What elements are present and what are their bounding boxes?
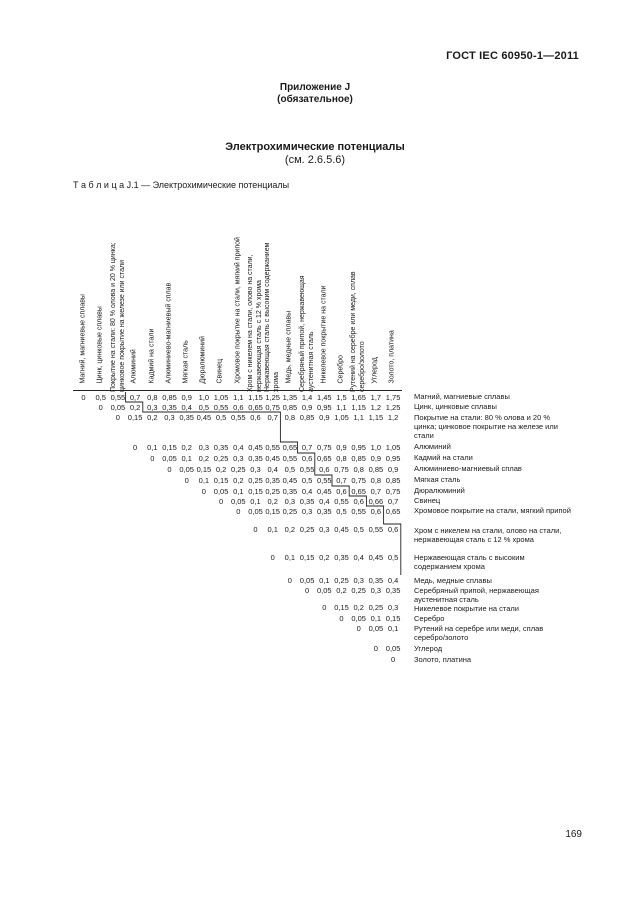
table-cell: 0,3 — [198, 443, 210, 452]
column-header-line: цинковое покрытие на железе или стали — [118, 259, 125, 392]
table-cell: 1,15 — [248, 393, 263, 402]
table-cell: 0,4 — [319, 497, 330, 506]
table-cell: 0,45 — [334, 525, 349, 534]
table-cell: 0,6 — [233, 403, 244, 412]
table-cell: 0,5 — [215, 413, 227, 422]
row-label: Свинец — [414, 496, 441, 505]
table-cell: 0,55 — [282, 454, 298, 463]
table-cell: 0,4 — [301, 487, 313, 496]
table-cell: 1,25 — [265, 393, 280, 402]
table-cell: 0,95 — [316, 403, 332, 412]
table-cell: 0,9 — [336, 443, 347, 452]
table-cell: 0,5 — [198, 403, 210, 412]
table-cell: 0,6 — [387, 525, 399, 534]
column-header-line: Дюралюминий — [199, 335, 207, 383]
table-cell: 0,45 — [265, 454, 280, 463]
column-header-line: Серебро — [337, 354, 345, 383]
boundary-path — [126, 392, 401, 575]
table-cell: 0,35 — [299, 497, 315, 506]
column-header-line: Покрытие на стали: 80 % олова и 20 % цинка; — [109, 241, 117, 392]
table-cell: 0,1 — [319, 576, 330, 585]
column-header-line: Алюминиево-магниевый сплав — [165, 282, 173, 383]
table-cell: 0,8 — [147, 393, 158, 402]
table-cell: 0,5 — [353, 525, 364, 534]
table-cell: 0,8 — [336, 454, 347, 463]
table-cell: 1,25 — [385, 403, 401, 412]
table-cell: 0,05 — [248, 507, 263, 516]
table-cell: 1,1 — [353, 413, 364, 422]
table-cell: 0,1 — [387, 624, 399, 633]
table-cell: 0,65 — [248, 403, 263, 412]
table-cell: 0,3 — [319, 525, 330, 534]
table-cell: 0,85 — [368, 465, 384, 474]
table-cell: 0,25 — [368, 603, 384, 612]
table-cell: 0,8 — [284, 413, 296, 422]
table-cell: 1,2 — [387, 413, 399, 422]
table-cell: 0,5 — [284, 465, 296, 474]
row-label: Серебро — [414, 614, 445, 623]
row-label: Рутений на серебре или меди, сплав серебро/золото — [414, 624, 544, 642]
table-caption: Т а б л и ц а J.1 — Электрохимические потенциалы — [73, 180, 290, 190]
table-cell: 0,3 — [250, 465, 261, 474]
table-cell: 0,2 — [336, 586, 347, 595]
table-cell: 0,4 — [353, 553, 364, 562]
table-cell: 0,3 — [353, 576, 364, 585]
table-cell: 0,45 — [248, 443, 263, 452]
table-cell: 0,25 — [299, 525, 315, 534]
table-cell: 0,6 — [353, 497, 364, 506]
annex-status: (обязательное) — [277, 94, 353, 105]
table-cell: 0 — [391, 655, 396, 664]
table-cell: 0 — [287, 576, 292, 585]
table-cell: 1,0 — [370, 443, 382, 452]
column-header-line: Мягкая сталь — [182, 339, 190, 383]
column-header-line: Серебряный припой, нержавеющая — [298, 274, 306, 392]
table-cell: 0 — [167, 465, 172, 474]
table-cell: 0,55 — [110, 393, 126, 402]
table-cell: 1,05 — [385, 443, 401, 452]
table-cell: 0,05 — [162, 454, 177, 463]
standard-header: ГОСТ IEC 60950-1—2011 — [446, 50, 579, 62]
table-cell: 0,75 — [351, 476, 366, 485]
table-cell: 0,35 — [334, 553, 349, 562]
table-cell: 0,25 — [334, 576, 349, 585]
table-cell: 0,05 — [179, 465, 194, 474]
column-header-line: Нержавеющая сталь с высоким содержанием — [264, 242, 272, 392]
table-cell: 0,45 — [316, 487, 332, 496]
table-cell: 1,15 — [351, 403, 366, 412]
table-cell: 0,1 — [267, 525, 278, 534]
table-cell: 0 — [253, 525, 258, 534]
table-cell: 0,05 — [351, 614, 366, 623]
table-cell: 0,4 — [181, 403, 192, 412]
table-cell: 0,1 — [181, 454, 192, 463]
table-cell: 0,2 — [319, 553, 330, 562]
table-cell: 0,15 — [127, 413, 143, 422]
table-cell: 0,35 — [385, 586, 401, 595]
section-title: Электрохимические потенциалы — [225, 141, 405, 153]
table-cell: 1,75 — [385, 393, 401, 402]
table-cell: 0,1 — [250, 497, 261, 506]
table-cell: 0 — [339, 614, 344, 623]
table-cell: 0,3 — [370, 586, 382, 595]
table-cell: 0,2 — [147, 413, 158, 422]
table-cell: 0,35 — [282, 487, 298, 496]
table-cell: 1,1 — [233, 393, 244, 402]
row-label: Кадмий на стали — [414, 453, 473, 462]
table-cell: 0,3 — [233, 454, 244, 463]
table-cell: 0,95 — [385, 454, 401, 463]
table-cell: 0,1 — [147, 443, 158, 452]
table-cell: 0,5 — [336, 507, 347, 516]
table-cell: 0 — [133, 443, 138, 452]
table-cell: 0,9 — [370, 454, 382, 463]
table-cell: 0,75 — [334, 465, 349, 474]
row-label: Никелевое покрытие на стали — [414, 604, 519, 613]
table-cell: 0,6 — [250, 413, 261, 422]
table-cell: 0,15 — [213, 476, 229, 485]
table-cell: 0,15 — [334, 603, 349, 612]
table-cell: 0,3 — [284, 497, 296, 506]
table-cell: 0,1 — [233, 487, 244, 496]
table-cell: 1,1 — [336, 403, 347, 412]
table-cell: 0,3 — [164, 413, 175, 422]
column-header-line: Медь, медные сплавы — [285, 310, 293, 383]
table-cell: 0,2 — [129, 403, 141, 412]
table-cell: 1,65 — [351, 393, 366, 402]
table-cell: 0,3 — [147, 403, 158, 412]
table-cell: 0,05 — [385, 644, 401, 653]
table-cell: 0,35 — [213, 443, 229, 452]
table-cell: 0 — [201, 487, 206, 496]
table-cell: 0,85 — [385, 476, 401, 485]
table-cell: 0,35 — [179, 413, 194, 422]
table-cell: 1,2 — [370, 403, 382, 412]
table-cell: 1,7 — [370, 393, 382, 402]
section-reference: (см. 2.6.5.6) — [284, 154, 346, 166]
table-cell: 0,15 — [265, 507, 280, 516]
table-cell: 1,35 — [282, 393, 298, 402]
row-label: Хромовое покрытие на стали, мягкий припой — [414, 506, 571, 515]
table-cell: 0,2 — [181, 443, 192, 452]
table-cell: 0,5 — [301, 476, 313, 485]
column-header-line: Кадмий на стали — [148, 328, 156, 383]
table-cell: 0,65 — [385, 507, 401, 516]
table-cell: 0,8 — [370, 476, 382, 485]
table-cell: 0,35 — [368, 576, 384, 585]
table-cell: 0,55 — [230, 413, 246, 422]
column-header-line: Алюминий — [130, 348, 138, 383]
table-cell: 0,55 — [213, 403, 229, 412]
table-cell: 0,7 — [336, 476, 347, 485]
table-cell: 0,1 — [198, 476, 210, 485]
table-cell: 0,2 — [215, 465, 227, 474]
table-cell: 0,95 — [351, 443, 366, 452]
table-cell: 0 — [322, 603, 327, 612]
table-cell: 0,15 — [248, 487, 263, 496]
table-cell: 0,2 — [267, 497, 278, 506]
table-cell: 0,45 — [282, 476, 298, 485]
column-header-line: Углерод — [371, 356, 379, 383]
column-header-line: Свинец — [216, 358, 224, 383]
table-cell: 0,9 — [319, 413, 330, 422]
table-cell: 0,45 — [196, 413, 212, 422]
table-cell: 0 — [115, 413, 120, 422]
table-cell: 0,05 — [213, 487, 229, 496]
table-cell: 0,15 — [196, 465, 212, 474]
table-cell: 0,45 — [368, 553, 384, 562]
table-cell: 0,05 — [368, 624, 384, 633]
row-label: Золото, платина — [414, 655, 472, 664]
table-cell: 0,6 — [319, 465, 330, 474]
table-cell: 1,5 — [336, 393, 347, 402]
table-cell: 0,5 — [95, 393, 106, 402]
table-cell: 0,05 — [230, 497, 246, 506]
table-cell: 0 — [184, 476, 189, 485]
row-label: Дюралюминий — [414, 486, 465, 495]
table-cell: 0,9 — [301, 403, 313, 412]
column-header-line: нержавеющая сталь с 12 % хрома — [255, 279, 263, 392]
table-cell: 0 — [373, 644, 378, 653]
table-cell: 0 — [356, 624, 361, 633]
table-cell: 0,6 — [336, 487, 347, 496]
row-label: Мягкая сталь — [414, 475, 461, 484]
table-cell: 1,4 — [301, 393, 313, 402]
table-cell: 0 — [150, 454, 155, 463]
table-cell: 0 — [98, 403, 103, 412]
column-header-line: Рутений на серебре или меди, сплав — [350, 270, 358, 392]
table-cell: 0,25 — [248, 476, 263, 485]
column-header-line: Цинк, цинковые сплавы — [96, 305, 104, 383]
table-cell: 0,2 — [233, 476, 244, 485]
table-cell: 0,2 — [198, 454, 210, 463]
table-cell: 0,65 — [282, 443, 298, 452]
table-cell: 1,05 — [334, 413, 349, 422]
table-cell: 0,35 — [248, 454, 263, 463]
table-cell: 0,4 — [267, 465, 278, 474]
table-cell: 0,9 — [181, 393, 192, 402]
table-cell: 0,75 — [385, 487, 401, 496]
table-cell: 0,3 — [301, 507, 313, 516]
table-cell: 0,55 — [299, 465, 315, 474]
row-label: Магний, магниевые сплавы — [414, 392, 510, 401]
table-cell: 0,85 — [351, 454, 366, 463]
row-label: Нержавеющая сталь с высоким содержанием хрома — [414, 553, 525, 571]
row-label: Алюминиево-магниевый сплав — [414, 464, 522, 473]
table-cell: 0,85 — [282, 403, 298, 412]
table-cell: 0,35 — [316, 507, 332, 516]
table-cell: 0,8 — [353, 465, 364, 474]
table-cell: 0,66 — [368, 497, 384, 506]
table-cell: 0,65 — [351, 487, 366, 496]
table-cell: 0,6 — [301, 454, 313, 463]
table-cell: 0,25 — [230, 465, 246, 474]
row-label: Хром с никелем на стали, олово на стали, нержавеющая сталь с 12 % хрома — [414, 526, 562, 544]
table-cell: 0,3 — [387, 603, 399, 612]
column-header-line: Хромовое покрытие на стали, мягкий припой — [234, 236, 242, 383]
table-cell: 0,35 — [162, 403, 177, 412]
table-cell: 0,55 — [351, 507, 366, 516]
column-header-line: серебро/золото — [358, 340, 366, 392]
annex-title: Приложение J — [279, 82, 351, 93]
table-cell: 0 — [219, 497, 224, 506]
table-cell: 0,5 — [387, 553, 399, 562]
table-cell: 0,9 — [387, 465, 399, 474]
table-cell: 0,05 — [316, 586, 332, 595]
row-label: Цинк, цинковые сплавы — [414, 402, 497, 411]
page-number: 169 — [565, 829, 582, 840]
table-cell: 0,35 — [265, 476, 280, 485]
table-cell: 0 — [305, 586, 310, 595]
row-label: Углерод — [414, 644, 443, 653]
table-cell: 1,15 — [368, 413, 384, 422]
table-cell: 0 — [270, 553, 275, 562]
table-cell: 0,4 — [233, 443, 244, 452]
table-cell: 1,0 — [198, 393, 210, 402]
table-cell: 0,25 — [265, 487, 280, 496]
table-cell: 0,1 — [284, 553, 296, 562]
table-cell: 0,55 — [368, 525, 384, 534]
table-cell: 0,25 — [351, 586, 366, 595]
column-header-line: Никелевое покрытие на стали — [320, 285, 328, 383]
table-cell: 0,05 — [110, 403, 126, 412]
row-label: Алюминий — [414, 442, 451, 451]
table-cell: 0,1 — [370, 614, 382, 623]
column-header-line: Золото, платина — [388, 329, 396, 383]
column-header-line: хрома — [272, 371, 280, 392]
table-cell: 0 — [236, 507, 241, 516]
table-cell: 0,25 — [213, 454, 229, 463]
table-cell: 0,85 — [299, 413, 315, 422]
table-cell: 0,75 — [265, 403, 280, 412]
table-cell: 0,55 — [265, 443, 280, 452]
table-cell: 0,7 — [370, 487, 382, 496]
column-header-line: Хром с никелем на стали, олово на стали, — [247, 253, 255, 392]
table-cell: 1,05 — [213, 393, 229, 402]
table-cell: 0,15 — [385, 614, 401, 623]
table-cell: 0,25 — [282, 507, 298, 516]
table-cell: 0,7 — [301, 443, 313, 452]
table-cell: 0,2 — [353, 603, 364, 612]
table-cell: 0,55 — [334, 497, 349, 506]
table-cell: 0,7 — [129, 393, 141, 402]
table-cell: 0,2 — [284, 525, 296, 534]
table-cell: 0,4 — [387, 576, 399, 585]
table-cell: 0,85 — [162, 393, 177, 402]
table-cell: 1,45 — [316, 393, 332, 402]
table-cell: 0,65 — [316, 454, 332, 463]
table-cell: 0,05 — [299, 576, 315, 585]
table-cell: 0,7 — [267, 413, 278, 422]
table-cell: 0 — [81, 393, 86, 402]
column-header-line: Магний, магниевые сплавы — [79, 293, 87, 383]
row-label: Медь, медные сплавы — [414, 576, 492, 585]
column-header-line: аустенитная сталь — [307, 331, 315, 392]
table-cell: 0,55 — [316, 476, 332, 485]
row-label: Покрытие на стали: 80 % олова и 20 % цинка; цинковое покрытие на железе или стали — [414, 413, 558, 440]
table-cell: 0,15 — [162, 443, 177, 452]
table-cell: 0,7 — [387, 497, 399, 506]
table-cell: 0,6 — [370, 507, 382, 516]
table-cell: 0,15 — [299, 553, 315, 562]
row-label: Серебряный припой, нержавеющая аустенитная сталь — [414, 586, 539, 604]
table-cell: 0,75 — [316, 443, 332, 452]
